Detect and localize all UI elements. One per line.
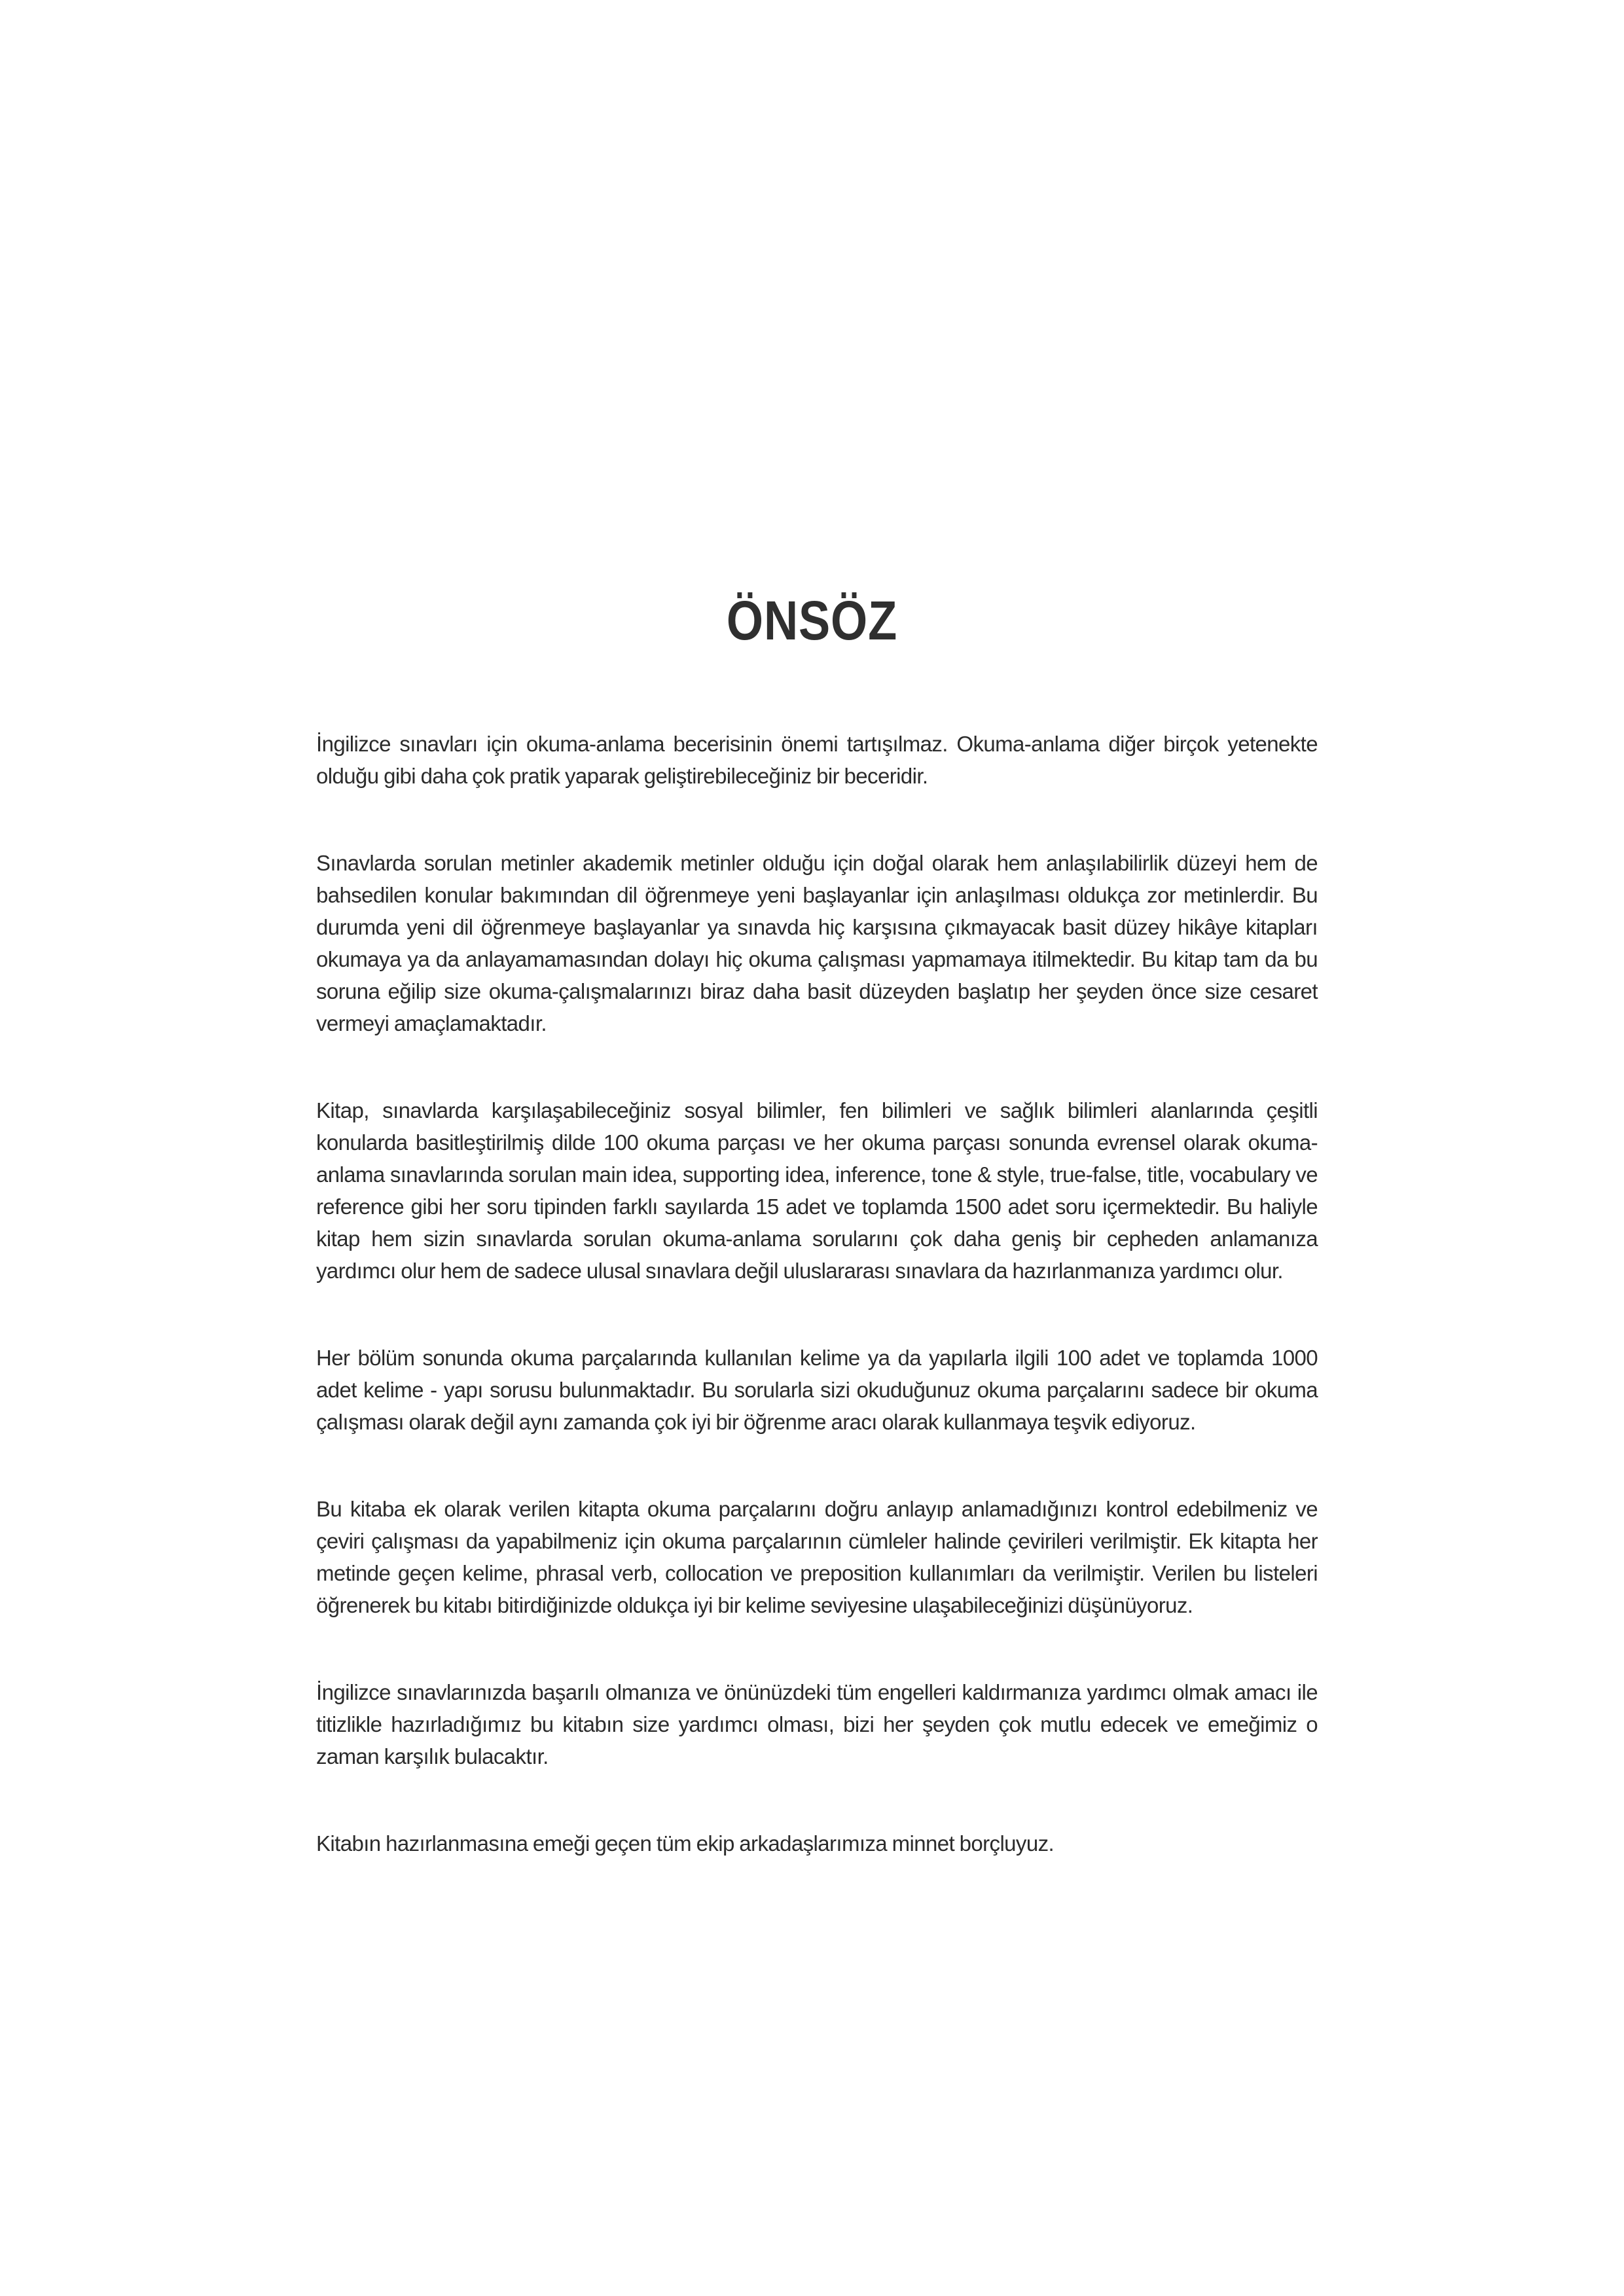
paragraph-3: Kitap, sınavlarda karşılaşabileceğiniz sosyal bilimler, fen bilimleri ve sağlık bilimleri alanlarında çeşitli konularda basitleştirilmiş dilde 100 okuma parçası ve her okuma parçası sonunda evrensel olarak okuma-anlama sınavlarında sorulan main idea, supporting idea, inference, tone & style, true-false, title, vocabulary ve reference gibi her soru tipinden farklı sayılarda 15 adet ve toplamda 1500 adet soru içermektedir. Bu haliyle kitap hem sizin sınavlarda sorulan okuma-anlama sorularını çok daha geniş bir cepheden anlamanıza yardımcı olur hem de sadece ulusal sınavlara değil uluslararası sınavlara da hazırlanmanıza yardımcı olur. [316, 1098, 1318, 1283]
paragraph-4: Her bölüm sonunda okuma parçalarında kullanılan kelime ya da yapılarla ilgili 100 adet ve toplamda 1000 adet kelime - yapı sorusu bulunmaktadır. Bu sorularla sizi okuduğunuz okuma parçalarını sadece bir okuma çalışması olarak değil aynı zamanda çok iyi bir öğrenme aracı olarak kullanmaya teşvik ediyoruz. [316, 1346, 1318, 1434]
paragraph-7: Kitabın hazırlanmasına emeği geçen tüm ekip arkadaşlarımıza minnet borçluyuz. [316, 1831, 1055, 1856]
page-title: ÖNSÖZ [726, 590, 898, 651]
foreword-body [316, 728, 1318, 1859]
paragraph-6: İngilizce sınavlarınızda başarılı olmanıza ve önünüzdeki tüm engelleri kaldırmanıza yardımcı olmak amacı ile titizlikle hazırladığımız bu kitabın size yardımcı olması, bizi her şeyden çok mutlu edecek ve emeğimiz o zaman karşılık bulacaktır. [316, 1680, 1318, 1768]
paragraph-1: İngilizce sınavları için okuma-anlama becerisinin önemi tartışılmaz. Okuma-anlama diğer birçok yetenekte olduğu gibi daha çok pratik yaparak geliştirebileceğiniz bir beceridir. [316, 732, 1318, 788]
paragraph-2: Sınavlarda sorulan metinler akademik metinler olduğu için doğal olarak hem anlaşılabilirlik düzeyi hem de bahsedilen konular bakımından dil öğrenmeye yeni başlayanlar için anlaşılması oldukça zor metinlerdir. Bu durumda yeni dil öğrenmeye başlayanlar ya sınavda hiç karşısına çıkmayacak basit düzey hikâye kitapları okumaya ya da anlayamamasından dolayı hiç okuma çalışması yapmamaya itilmektedir. Bu kitap tam da bu soruna eğilip size okuma-çalışmalarınızı biraz daha basit düzeyden başlatıp her şeyden önce size cesaret vermeyi amaçlamaktadır. [316, 851, 1318, 1035]
paragraph-5: Bu kitaba ek olarak verilen kitapta okuma parçalarını doğru anlayıp anlamadığınızı kontrol edebilmeniz ve çeviri çalışması da yapabilmeniz için okuma parçalarının cümleler halinde çevirileri verilmiştir. Ek kitapta her metinde geçen kelime, phrasal verb, collocation ve preposition kullanımları da verilmiştir. Verilen bu listeleri öğrenerek bu kitabı bitirdiğinizde oldukça iyi bir kelime seviyesine ulaşabileceğinizi düşünüyoruz. [316, 1497, 1318, 1617]
